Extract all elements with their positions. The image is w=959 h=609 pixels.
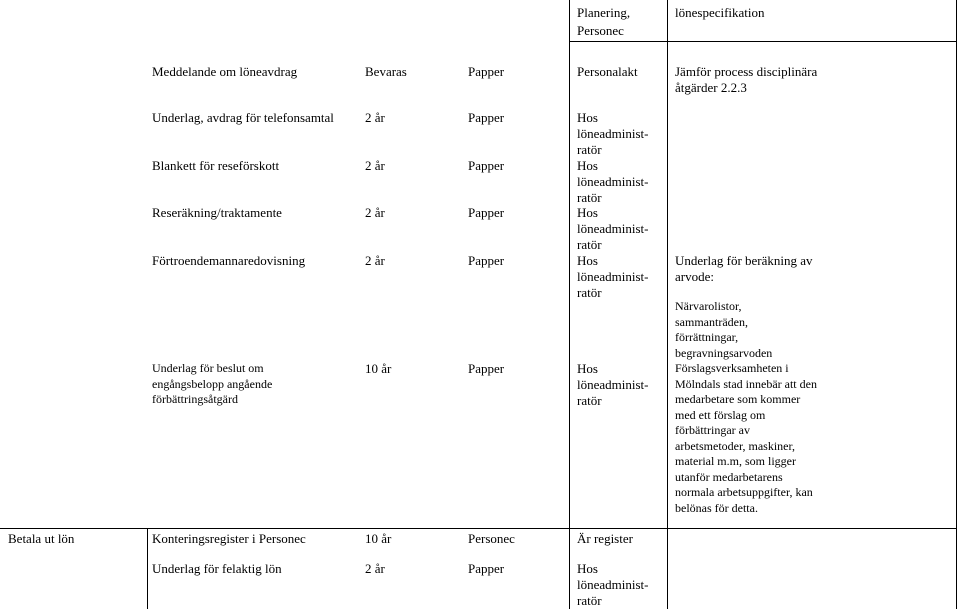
note-line: sammanträden, (675, 314, 748, 329)
note-list (675, 299, 817, 516)
row-4-retention: 2 år (365, 253, 385, 268)
row-5-document (152, 361, 272, 408)
row-1-document: Underlag, avdrag för telefonsamtal (152, 110, 334, 125)
column-divider-3 (667, 0, 668, 609)
location-line: ratör (577, 142, 602, 157)
location-line: löneadminist- (577, 577, 649, 592)
note-line: arvode: (675, 269, 714, 284)
row-1-location (577, 110, 649, 158)
note-line: arbetsmetoder, maskiner, (675, 438, 795, 453)
note-line: Närvarolistor, (675, 299, 742, 313)
note-line (675, 285, 817, 299)
row-3-document: Reseräkning/traktamente (152, 205, 282, 220)
location-line: ratör (577, 237, 602, 252)
row-divider-betala (0, 528, 956, 529)
location-line: ratör (577, 393, 602, 408)
row-2-document: Blankett för reseförskott (152, 158, 280, 173)
row-0-retention: Bevaras (365, 64, 407, 79)
row-1-retention: 2 år (365, 110, 385, 125)
row-6-activity: Betala ut lön (8, 531, 75, 546)
location-line: Hos (577, 361, 598, 376)
location-line: löneadminist- (577, 126, 649, 141)
row-6-location: Är register (577, 531, 633, 546)
row-2-medium: Papper (468, 158, 505, 173)
row-5-retention: 10 år (365, 361, 392, 376)
note-line: åtgärder 2.2.3 (675, 80, 747, 95)
row-divider-top (569, 41, 956, 42)
location-line: Hos (577, 253, 598, 268)
location-line: löneadminist- (577, 174, 649, 189)
location-line: Hos (577, 205, 598, 220)
row-3-retention: 2 år (365, 205, 385, 220)
note-line: belönas för detta. (675, 500, 758, 515)
location-line: Hos (577, 561, 598, 576)
column-divider-1 (147, 528, 148, 609)
top-cell-system (577, 5, 630, 39)
row-3-medium: Papper (468, 205, 505, 220)
row-6-medium: Personec (468, 531, 515, 546)
note-line: begravningsarvoden (675, 345, 773, 360)
top-cell-system-line: Personec (577, 23, 624, 38)
note-line: medarbetare som kommer (675, 392, 801, 406)
location-line: Hos (577, 158, 598, 173)
row-7-document: Underlag för felaktig lön (152, 561, 282, 576)
note-line: normala arbetsuppgifter, kan (675, 485, 813, 499)
column-divider-2 (569, 0, 570, 609)
row-4-note (675, 253, 817, 516)
note-line: Jämför process disciplinära (675, 64, 818, 79)
row-7-location (577, 561, 649, 609)
row-6-document: Konteringsregister i Personec (152, 531, 306, 546)
row-0-document: Meddelande om löneavdrag (152, 64, 298, 79)
row-5-location (577, 361, 649, 409)
note-line: Mölndals stad innebär att den (675, 376, 817, 391)
note-line: Underlag för beräkning av (675, 253, 813, 268)
location-line: ratör (577, 285, 602, 300)
note-line: med ett förslag om (675, 407, 766, 422)
location-line: löneadminist- (577, 269, 649, 284)
row-3-location (577, 205, 649, 253)
row-4-location (577, 253, 649, 301)
row-7-medium: Papper (468, 561, 505, 576)
top-cell-output: lönespecifikation (675, 5, 765, 20)
location-line: Hos (577, 110, 598, 125)
note-line: utanför medarbetarens (675, 469, 783, 484)
location-line: ratör (577, 593, 602, 608)
document-line: Underlag för beslut om (152, 361, 264, 375)
row-6-retention: 10 år (365, 531, 392, 546)
note-line: Förslagsverksamheten i (675, 361, 789, 375)
location-line: ratör (577, 190, 602, 205)
note-line: förrättningar, (675, 330, 739, 344)
document-line: engångsbelopp angående (152, 376, 273, 391)
row-0-location: Personalakt (577, 64, 638, 79)
top-cell-system-line: Planering, (577, 5, 631, 20)
location-line: löneadminist- (577, 221, 649, 236)
note-line: material m.m, som ligger (675, 454, 796, 468)
location-line: löneadminist- (577, 377, 649, 392)
document-line: förbättringsåtgärd (152, 392, 238, 406)
row-2-retention: 2 år (365, 158, 385, 173)
row-4-medium: Papper (468, 253, 505, 268)
row-4-document: Förtroendemannaredovisning (152, 253, 306, 268)
note-line: förbättringar av (675, 423, 750, 437)
row-5-medium: Papper (468, 361, 505, 376)
row-0-note (675, 64, 817, 96)
table-right-border (956, 0, 957, 609)
row-7-retention: 2 år (365, 561, 385, 576)
row-0-medium: Papper (468, 64, 505, 79)
row-1-medium: Papper (468, 110, 505, 125)
row-2-location (577, 158, 649, 206)
